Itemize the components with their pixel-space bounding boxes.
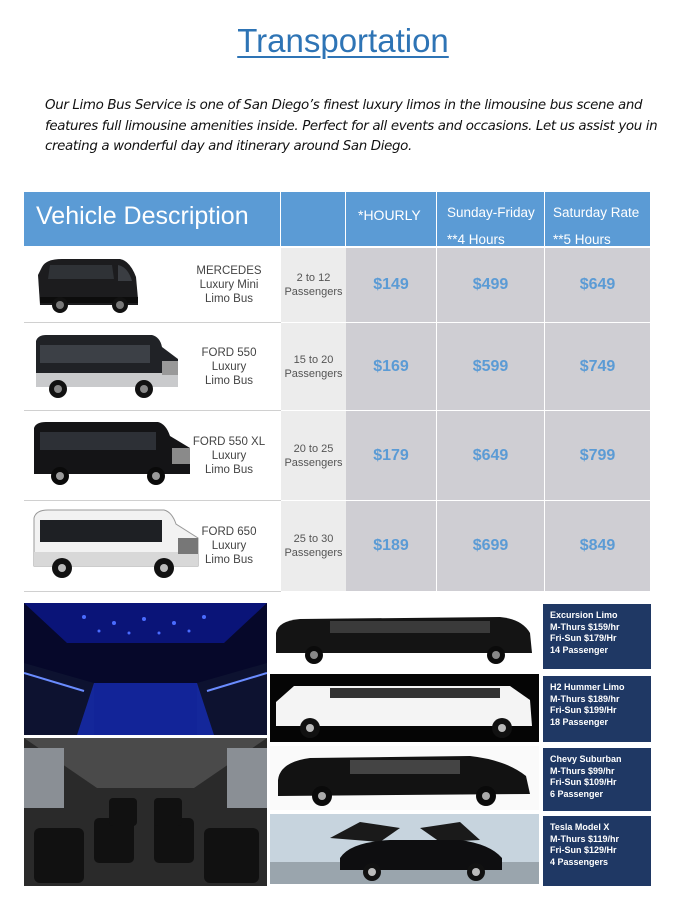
vehicle-name-line: Luxury Mini bbox=[199, 279, 259, 291]
tesla-model-x-photo bbox=[270, 814, 539, 884]
vehicle-cell bbox=[24, 501, 281, 592]
limo-name: Tesla Model X bbox=[550, 822, 610, 832]
header-passengers bbox=[281, 192, 346, 246]
hummer-limo-image bbox=[270, 674, 539, 742]
passenger-range: 20 to 25 bbox=[293, 442, 334, 455]
limo-info-box bbox=[543, 604, 651, 669]
saturday-price: $799 bbox=[545, 411, 650, 501]
table-row bbox=[24, 248, 650, 323]
limo-capacity: 4 Passengers bbox=[550, 856, 609, 867]
vehicle-cell bbox=[24, 248, 281, 323]
hourly-price: $149 bbox=[346, 248, 437, 323]
limo-name: Excursion Limo bbox=[550, 610, 618, 620]
vehicle-name-line: Limo Bus bbox=[205, 463, 253, 476]
limo-name: Chevy Suburban bbox=[550, 754, 622, 764]
intro-paragraph: Our Limo Bus Service is one of San Diego’s finest luxury limos in the limousine bus scene and features full limousine amenities inside. Perfect for all events and occasions. Let us assist you in creating a wonderful day and itinerary around San Diego. bbox=[45, 98, 658, 154]
chevy-suburban-photo bbox=[270, 746, 539, 810]
sunday-friday-price: $599 bbox=[437, 323, 545, 411]
saturday-price: $849 bbox=[545, 501, 650, 592]
ford-650-bus-image bbox=[32, 508, 200, 584]
vehicle-name-line: Luxury bbox=[211, 540, 247, 552]
limo-weekend-rate: Fri-Sun $109/Hr bbox=[550, 777, 617, 787]
header-saturday-label: Saturday Rate bbox=[553, 205, 640, 220]
passenger-range: 25 to 30 bbox=[293, 533, 334, 545]
limo-info-box bbox=[543, 748, 651, 811]
saturday-price: $749 bbox=[545, 323, 650, 411]
limo-weekday-rate: M-Thurs $99/hr bbox=[550, 765, 615, 776]
interior-leather-seats-image bbox=[24, 738, 267, 886]
table-row bbox=[24, 501, 650, 592]
passenger-label: Passengers bbox=[284, 547, 343, 559]
vehicle-name-line: MERCEDES bbox=[196, 265, 262, 277]
vehicle-name-line: Limo Bus bbox=[205, 293, 253, 305]
vehicle-name-line: FORD 550 XL bbox=[192, 435, 266, 448]
vehicle-name bbox=[189, 346, 269, 388]
page-title: Transportation bbox=[237, 22, 449, 59]
limo-capacity: 6 Passenger bbox=[550, 788, 604, 799]
header-sunday-friday-label: Sunday-Friday bbox=[447, 205, 535, 220]
vehicle-name-line: FORD 650 bbox=[201, 526, 257, 538]
pricing-table bbox=[24, 192, 650, 592]
sunday-friday-price: $649 bbox=[437, 411, 545, 501]
passenger-range: 15 to 20 bbox=[293, 353, 334, 366]
limo-capacity: 14 Passenger bbox=[550, 644, 609, 655]
header-saturday bbox=[545, 192, 650, 246]
limo-weekday-rate: M-Thurs $119/hr bbox=[550, 833, 620, 844]
limo-info-box bbox=[543, 816, 651, 886]
limo-name: H2 Hummer Limo bbox=[550, 682, 625, 692]
header-vehicle-description: Vehicle Description bbox=[24, 192, 281, 246]
passenger-label: Passengers bbox=[284, 456, 343, 469]
vehicle-name bbox=[189, 264, 269, 306]
limo-weekend-rate: Fri-Sun $199/Hr bbox=[550, 705, 617, 715]
vehicle-name-line: FORD 550 bbox=[201, 346, 257, 359]
hourly-price: $189 bbox=[346, 501, 437, 592]
passenger-range: 2 to 12 bbox=[296, 272, 331, 284]
vehicle-name-line: Limo Bus bbox=[205, 554, 253, 566]
vehicle-cell bbox=[24, 411, 281, 501]
limo-capacity: 18 Passenger bbox=[550, 716, 609, 727]
header-saturday-hours: **5 Hours bbox=[553, 232, 611, 247]
tesla-image bbox=[270, 814, 539, 884]
table-row bbox=[24, 323, 650, 411]
interior-blue-lights-image bbox=[24, 603, 267, 735]
ford-550-bus-image bbox=[32, 331, 180, 403]
limo-weekend-rate: Fri-Sun $179/Hr bbox=[550, 633, 617, 643]
passenger-label: Passengers bbox=[284, 367, 343, 380]
passenger-cell bbox=[281, 323, 346, 411]
excursion-limo-image bbox=[270, 603, 539, 670]
limo-info-box bbox=[543, 676, 651, 742]
table-row bbox=[24, 411, 650, 501]
vehicle-name-line: Luxury bbox=[211, 449, 247, 462]
ford-550-xl-bus-image bbox=[32, 420, 192, 492]
limo-bus-interior-blue-photo bbox=[24, 603, 267, 735]
limo-bus-interior-seats-photo bbox=[24, 738, 267, 886]
suburban-image bbox=[270, 746, 539, 810]
mercedes-van-image bbox=[32, 255, 142, 315]
passenger-cell bbox=[281, 501, 346, 592]
excursion-limo-photo bbox=[270, 603, 539, 670]
limo-weekend-rate: Fri-Sun $129/Hr bbox=[550, 845, 617, 855]
passenger-cell bbox=[281, 248, 346, 323]
limo-weekday-rate: M-Thurs $189/hr bbox=[550, 693, 620, 704]
hourly-price: $169 bbox=[346, 323, 437, 411]
vehicle-name-line: Luxury bbox=[211, 360, 247, 373]
vehicle-name bbox=[189, 435, 269, 477]
vehicle-name bbox=[189, 525, 269, 567]
hummer-limo-photo bbox=[270, 674, 539, 742]
header-sunday-friday bbox=[437, 192, 545, 246]
hourly-price: $179 bbox=[346, 411, 437, 501]
header-sunday-friday-hours: **4 Hours bbox=[447, 232, 505, 247]
sunday-friday-price: $499 bbox=[437, 248, 545, 323]
saturday-price: $649 bbox=[545, 248, 650, 323]
header-hourly: *HOURLY bbox=[346, 192, 437, 246]
vehicle-name-line: Limo Bus bbox=[205, 374, 253, 387]
limo-weekday-rate: M-Thurs $159/hr bbox=[550, 621, 620, 632]
passenger-cell bbox=[281, 411, 346, 501]
sunday-friday-price: $699 bbox=[437, 501, 545, 592]
passenger-label: Passengers bbox=[284, 286, 343, 298]
vehicle-cell bbox=[24, 323, 281, 411]
